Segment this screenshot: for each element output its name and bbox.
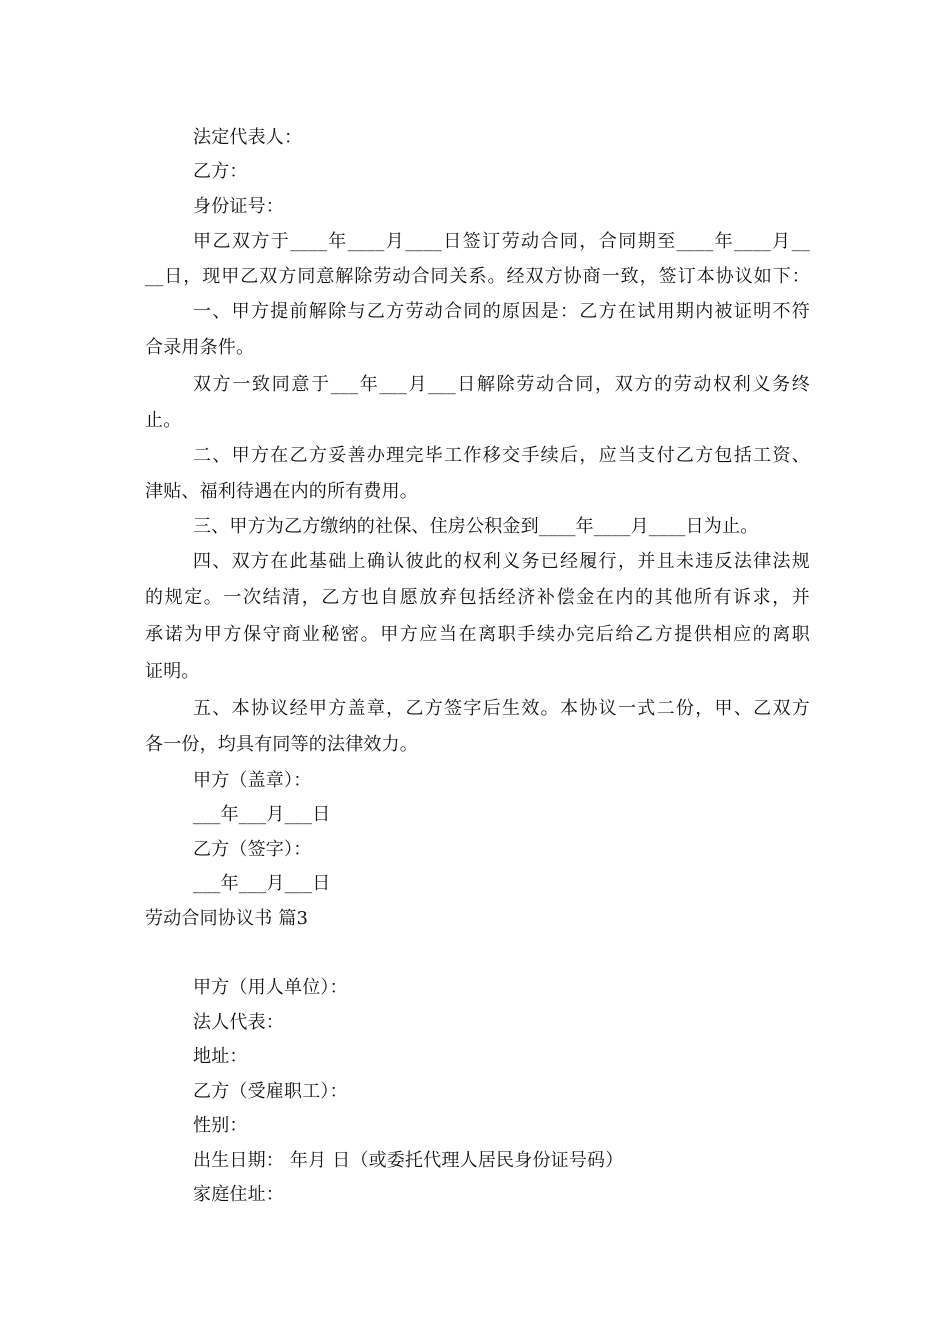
clause-1-line-1: 一、甲方提前解除与乙方劳动合同的原因是：乙方在试用期内被证明不符 <box>193 301 810 322</box>
clause-4-line-4: 证明。 <box>145 661 200 682</box>
home-address-label: 家庭住址： <box>193 1184 284 1205</box>
party-b-date-line: ___年___月___日 <box>193 873 331 894</box>
id-number-label: 身份证号： <box>193 196 284 217</box>
clause-1-line-2: 合录用条件。 <box>145 337 255 358</box>
paragraph-contract-line-2: __日，现甲乙双方同意解除劳动合同关系。经双方协商一致，签订本协议如下： <box>145 266 810 287</box>
paragraph-contract-line-1: 甲乙双方于____年____月____日签订劳动合同，合同期至____年____月__ <box>193 231 810 252</box>
party-a-seal-label: 甲方（盖章）： <box>193 770 312 791</box>
employer-label: 甲方（用人单位）： <box>193 977 348 998</box>
termination-date-line-2: 止。 <box>145 410 182 431</box>
clause-5-line-1: 五、本协议经甲方盖章，乙方签字后生效。本协议一式二份，甲、乙双方 <box>193 698 810 719</box>
corporate-representative-label: 法人代表： <box>193 1012 284 1033</box>
party-b-signature-label: 乙方（签字）： <box>193 839 312 860</box>
termination-date-line-1: 双方一致同意于___年___月___日解除劳动合同，双方的劳动权利义务终 <box>193 374 810 395</box>
section-title: 劳动合同协议书 篇3 <box>145 908 309 929</box>
clause-2-line-1: 二、甲方在乙方妥善办理完毕工作移交手续后，应当支付乙方包括工资、 <box>193 445 810 466</box>
party-a-date-line: ___年___月___日 <box>193 804 331 825</box>
employee-label: 乙方（受雇职工）： <box>193 1081 348 1102</box>
clause-2-line-2: 津贴、福利待遇在内的所有费用。 <box>145 481 418 502</box>
clause-5-line-2: 各一份，均具有同等的法律效力。 <box>145 734 418 755</box>
clause-4-line-1: 四、双方在此基础上确认彼此的权利义务已经履行，并且未违反法律法规 <box>193 551 810 572</box>
party-b-label: 乙方： <box>193 161 248 182</box>
clause-3-line: 三、甲方为乙方缴纳的社保、住房公积金到____年____月____日为止。 <box>193 516 759 537</box>
clause-4-line-2: 的规定。一次结清，乙方也自愿放弃包括经济补偿金在内的其他所有诉求，并 <box>145 587 810 608</box>
gender-label: 性别： <box>193 1115 248 1136</box>
clause-4-line-3: 承诺为甲方保守商业秘密。甲方应当在离职手续办完后给乙方提供相应的离职 <box>145 624 810 645</box>
birth-date-label: 出生日期： 年月 日（或委托代理人居民身份证号码） <box>193 1150 624 1171</box>
legal-representative-label: 法定代表人： <box>193 127 303 148</box>
address-label: 地址： <box>193 1046 248 1067</box>
